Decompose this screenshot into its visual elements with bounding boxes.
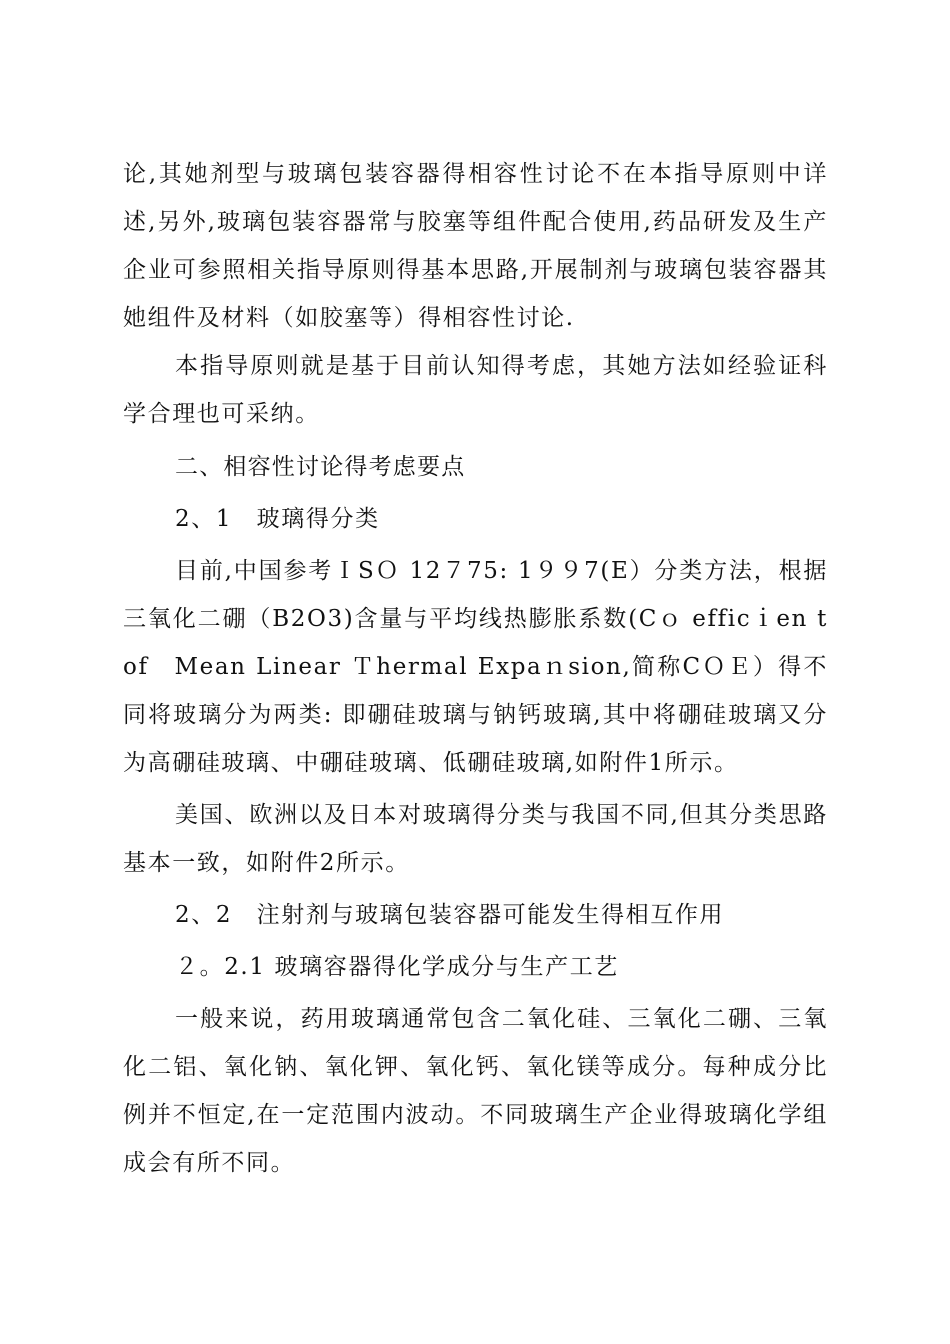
subsection-heading-chemical-composition: ２。2.1 玻璃容器得化学成分与生产工艺 xyxy=(175,954,619,980)
subsection-heading-glass-classification: 2、1 玻璃得分类 xyxy=(175,506,380,532)
paragraph-international-classification: 美国、欧洲以及日本对玻璃得分类与我国不同,但其分类思路基本一致，如附件2所示。 xyxy=(123,802,828,876)
document-body xyxy=(123,150,853,1187)
paragraph-glass-composition: 一般来说，药用玻璃通常包含二氧化硅、三氧化二硼、三氧化二铝、氧化钠、氧化钾、氧化钙、氧化镁等成分。每种成分比例并不恒定,在一定范围内波动。不同玻璃生产企业得玻璃化学组成会有所不同。 xyxy=(123,1006,828,1176)
section-heading-considerations: 二、相容性讨论得考虑要点 xyxy=(175,454,466,480)
paragraph-compatibility-scope: 论,其她剂型与玻璃包装容器得相容性讨论不在本指导原则中详述,另外,玻璃包装容器常与胶塞等组件配合使用,药品研发及生产企业可参照相关指导原则得基本思路,开展制剂与玻璃包装容器其她组件及材料（如胶塞等）得相容性讨论. xyxy=(123,161,828,331)
subsection-heading-interactions: 2、2 注射剂与玻璃包装容器可能发生得相互作用 xyxy=(175,902,725,928)
paragraph-glass-classification-method: 目前,中国参考ＩSＯ 12７75: 1９９7(E）分类方法，根据三氧化二硼（B2O3)含量与平均线热膨胀系数(Cｏ efficｉen t of Mean Linear Ｔhermal Expaｎsion,简称CＯＥ）得不同将玻璃分为两类: 即硼硅玻璃与钠钙玻璃,其中将硼硅玻璃又分为高硼硅玻璃、中硼硅玻璃、低硼硅玻璃,如附件1所示。 xyxy=(123,558,853,776)
paragraph-principle-basis: 本指导原则就是基于目前认知得考虑，其她方法如经验证科学合理也可采纳。 xyxy=(123,353,828,427)
